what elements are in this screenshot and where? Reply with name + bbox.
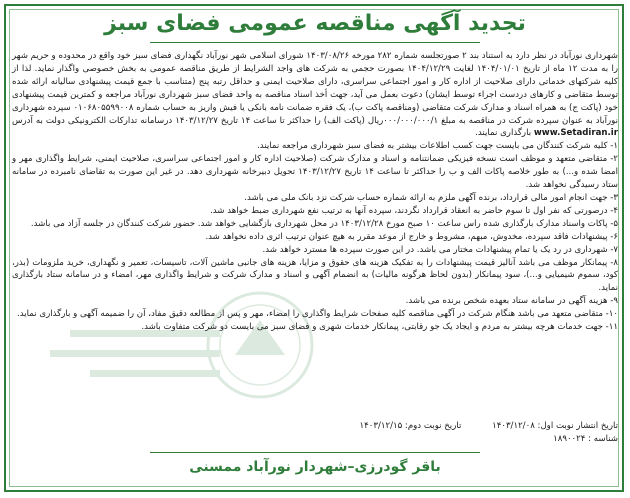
first-publish-date: تاریخ انتشار نوبت اول: ۱۴۰۳/۱۲/۰۸ — [492, 421, 618, 431]
intro-text: شهرداری نورآباد در نظر دارد به استناد بند ۲ صورتجلسه شماره ۲۸۲ مورخه ۱۴۰۳/۰۸/۲۶ شورای اسلامی شهر نورآباد نگهداری فضای سبز خود واقع در محدوده و حریم شهر را به مدت ۱۲ ماه از تاریخ ۱۴۰۴/۰۱/۰۱ لغایت ۱۴۰۴/۱۲/۲۹ بصورت حجمی به شرکت های واجد الشرایط از طریق مناقصه عمومی به بخش خصوصی واگذار نماید. لذا از کلیه شرکتهای خدماتی دارای صلاحیت از اداره کار و امور اجتماعی سراسری، دارای صلاحیت ایمنی و حداقل رتبه پنج (متناسب با جمع قیمت پیشنهادی سالیانه ارائه شده توسط متقاضی و کارهای دردست اجراء توسط ایشان) دعوت بعمل می آید، جهت أخذ اسناد مناقصه به واحد فضای سبز شهرداری نورآباد مراجعه و کمترین قیمت پیشنهادی خود (پاکت ج) به همراه اسناد و مدارک شرکت متقاضی (ومناقصه پاکت ب)، یک فقره ضمانت نامه بانکی یا فیش واریز به حساب شماره ۰۱۰۶۸۰۵۵۹۹۰۰۸ سپرده شهرداری نورآباد به عنوان سپرده شرکت در مناقصه به مبلغ ۰۰۰/۰۰۰/۰۰۰/۱ریال (پاکت الف) را حداکثر تا ساعت ۱۴ تاریخ ۱۴۰۳/۱۲/۲۷ درسامانه تدارکات الکترونیکی دولت به آدرس — [12, 51, 618, 126]
publication-info — [331, 420, 618, 446]
intro-end-text: بارگذاری نمایند. — [475, 128, 532, 139]
publish-dates — [331, 420, 618, 433]
ad-title: تجدید آگهی مناقصه عمومی فضای سبز — [104, 11, 526, 36]
signature: باقر گودرزی–شهردار نورآباد ممسنی — [189, 459, 441, 475]
condition-item: ۵- پاکات واسناد مدارک بارگذاری شده راس ساعت ۱۰ صبح مورخ ۱۴۰۳/۱۲/۲۸ در محل شهرداری بازگشایی خواهد شد. حضور شرکت کنندگان در جلسه آزاد می باشد. — [30, 218, 618, 229]
condition-item: ۹- هزینه آگهی در سامانه ستاد بعهده شخص برنده می باشد. — [405, 296, 618, 307]
condition-item: ۱- کلیه شرکت کنندگان می بایست جهت کسب اطلاعات بیشتر به فضای سبز شهرداری مراجعه نمایند. — [257, 141, 618, 152]
condition-item: ۷- شهرداری در رد یک یا تمام پیشنهادات مختار می باشد. در این صورت سپرده ها مسترد خواهد شد. — [262, 244, 618, 255]
condition-item: ۸- پیمانکار موظف می باشد آنالیز قیمت پیشنهادات را به تفکیک هزینه های حقوق و مزایا، هزینه های جانبی ماشین آلات، تاسیسات، تعمیر و نگهداری، خرید ملزومات (بذر، کود، سموم شیمیایی و...)، سود پیمانکار (بدون لحاظ هرگونه مالیات) به انضمام آگهی و اسناد و مدارک شرکت و شرایط واگذاری مهر، امضاء و در سامانه ستاد بارگذاری نماید. — [12, 257, 618, 294]
condition-item: ۱۱- جهت خدمات هرچه بیشتر به مردم و ایجاد یک جو رقابتی، پیمانکار خدمات شهری و فضای سبز می بایست دو شرکت متفاوت باشد. — [141, 322, 618, 333]
condition-item: ۱۰- متقاضی متعهد می باشد هنگام شرکت در آگهی مناقصه کلیه صفحات شرایط واگذاری را امضاء، مهر و پس از مطالعه دقیق مفاد، آن را ضمیمه آگهی و بارگذاری نماید. — [17, 309, 618, 320]
intro-paragraph — [12, 50, 618, 140]
ad-code: شناسه : ۱۸۹۰۰۲۴ — [553, 434, 618, 444]
condition-item: ۳- جهت انجام امور مالی قرارداد، برنده آگهی ملزم به ارائه شماره حساب شرکت نزد بانک ملی می باشد. — [244, 192, 618, 203]
footer-divider — [150, 452, 480, 453]
ad-body — [12, 50, 618, 334]
second-publish-date: تاریخ نوبت دوم: ۱۴۰۳/۱۲/۱۵ — [359, 421, 462, 431]
condition-item: ۶- پیشنهادات فاقد سپرده، مخدوش، مبهم، مشروط و خارج از موعد مقرر به هیچ عنوان ترتیب اثری داده نخواهد شد. — [205, 231, 618, 242]
condition-item: ۴- درصورتی که نفر اول تا سوم حاضر به انعقاد قرارداد نگردند، سپرده آنها به ترتیب نفع شهرداری ضبط خواهد شد. — [210, 205, 618, 216]
condition-item: ۲- متقاضی متعهد و موظف است نسخه فیزیکی ضمانتنامه و اسناد و مدارک شرکت (صلاحیت اداره کار و امور اجتماعی سراسری، صلاحیت ایمنی، شرایط واگذاری مهر و امضا شده و...) به طور خلاصه پاکات الف و ب را حداکثر تا ساعت ۱۴ تاریخ ۱۴۰۳/۱۲/۲۷ تحویل دبیرخانه شهرداری دهد. در غیر این صورت به تقاضای نامبرده در سامانه ستاد رسیدگی نخواهد شد. — [12, 154, 618, 191]
website-link[interactable]: www.Setadiran.ir — [533, 128, 618, 139]
title-divider — [150, 42, 480, 43]
